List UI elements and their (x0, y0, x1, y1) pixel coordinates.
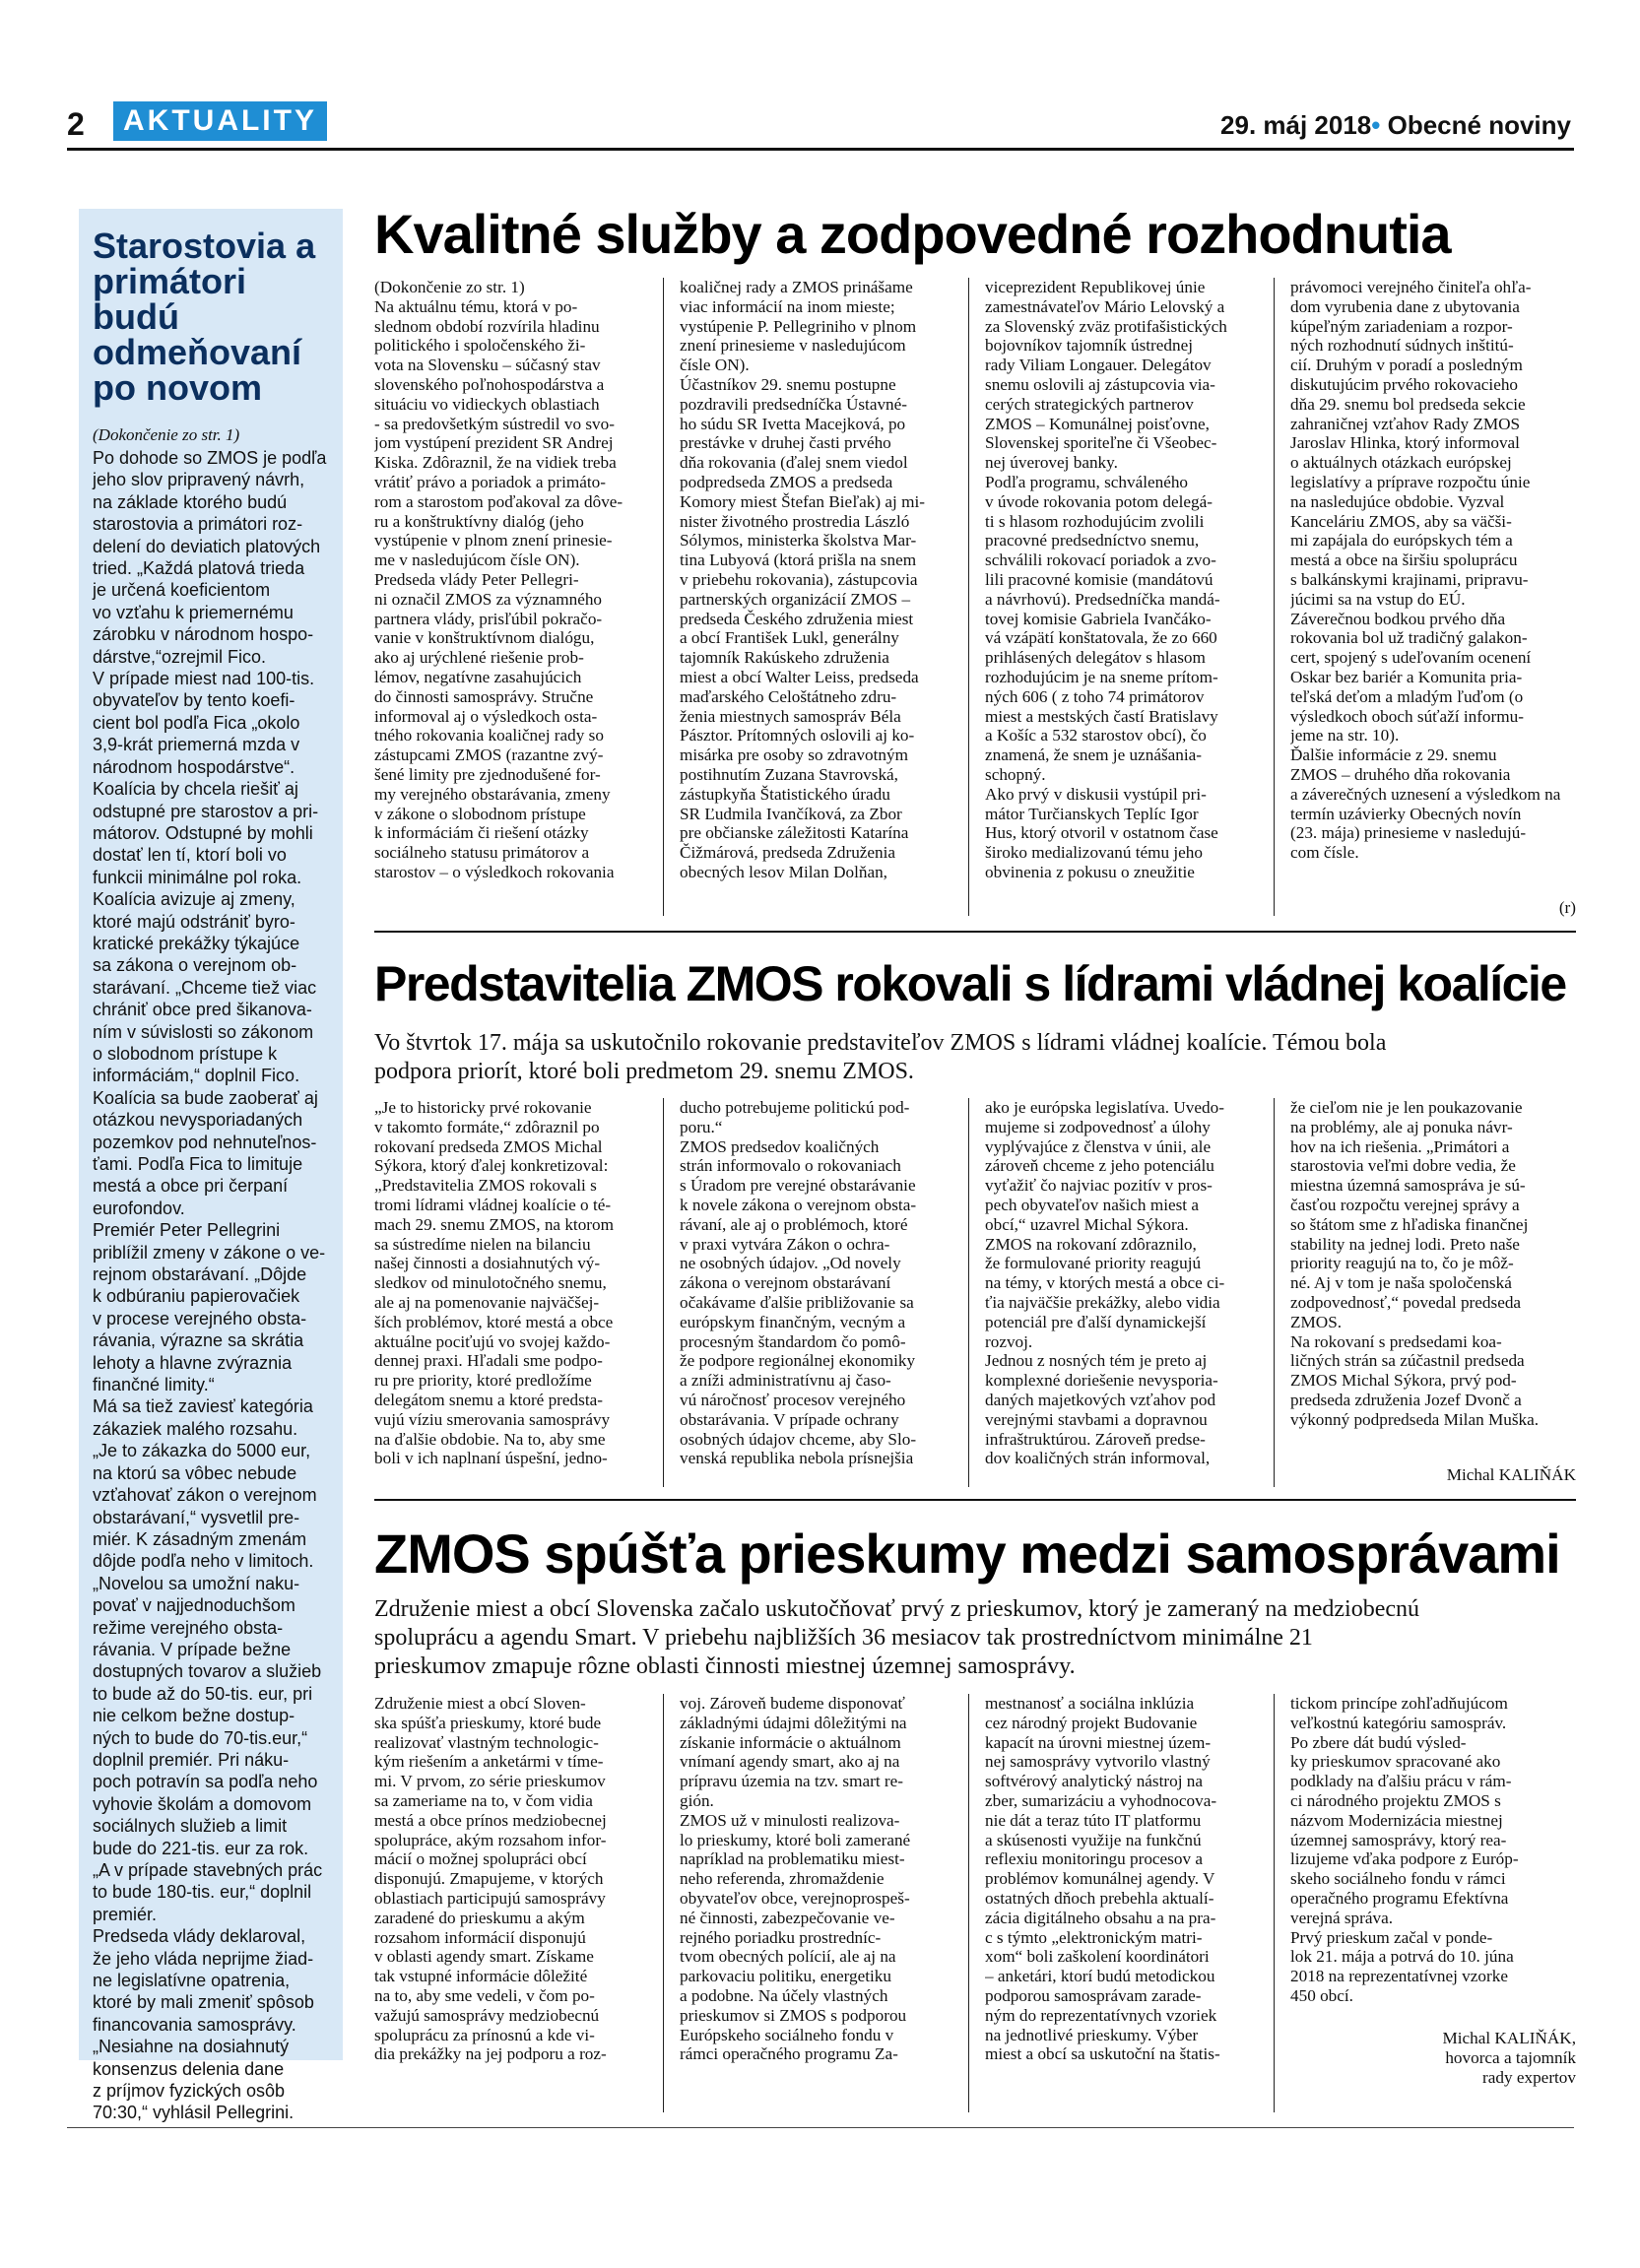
header-rule (67, 148, 1574, 151)
sidebar-body: Po dohode so ZMOS je podľa jeho slov pripravený návrh, na základe ktorého budú starostovia a primátori roz- delení do deviatich platových tried. „Každá platová trieda je určená koeficientom vo vzťahu k priemernému zárobku v národnom hospo- dárstve,“ozrejmil Fico. V prípade miest nad 100-tis. obyvateľov by tento koefi- cient bol podľa Fica „okolo 3,9-krát priemerná mzda v národnom hospodárstve“. Koalícia by chcela riešiť aj odstupné pre starostov a pri- mátorov. Odstupné by mohli dostať len tí, ktorí boli vo funkcii minimálne pol roka. Koalícia avizuje aj zmeny, ktoré majú odstrániť byro- kratické prekážky týkajúce sa zákona o verejnom ob- starávaní. „Chceme tiež viac chrániť obce pred šikanova- ním v súvislosti so zákonom o slobodnom prístupe k informáciám,“ doplnil Fico. Koalícia sa bude zaoberať aj otázkou nevysporiadaných pozemkov pod nehnuteľnos- ťami. Podľa Fica to limituje mestá a obce pri čerpaní eurofondov. Premiér Peter Pellegrini priblížil zmeny v zákone o ve- rejnom obstarávaní. „Dôjde k odbúraniu papierovačiek v procese verejného obsta- rávania, výrazne sa skrátia lehoty a hlavne zvýraznia finančné limity.“ Má sa tiež zaviesť kategória zákaziek malého rozsahu. „Je to zákazka do 5000 eur, na ktorú sa vôbec nebude vzťahovať zákon o verejnom obstarávaní,“ vysvetlil pre- miér. K zásadným zmenám dôjde podľa neho v limitoch. „Novelou sa umožní naku- povať v najjednoduchšom režime verejného obsta- rávania. V prípade bežne dostupných tovarov a služieb to bude až do 50-tis. eur, pri nie celkom bežne dostup- ných to bude do 70-tis.eur,“ doplnil premiér. Pri náku- poch potravín sa podľa neho vyhovie školám a domovom sociálnych služieb a limit bude do 221-tis. eur za rok. „A v prípade stavebných prác to bude 180-tis. eur,“ doplnil premiér. Predseda vlády deklaroval, že jeho vláda neprijme žiad- ne legislatívne opatrenia, ktoré by mali zmeniť spôsob financovania samosprávy. „Nesiahne na dosiahnutý konsenzus delenia dane z príjmov fyzických osôb 70:30,“ vyhlásil Pellegrini. (93, 448, 327, 2123)
article1-column-4: právomoci verejného činiteľa ohľa- dom vyrubenia dane z ubytovania kúpeľným zariadeniam a rozpor- ných rozhodnutí súdnych inštitú- cií. Druhým v poradí a posledným diskutujúcim prvého rokovacieho dňa 29. snemu bol predseda sekcie zahraničnej vzťahov Rady ZMOS Jaroslav Hlinka, ktorý informoval o aktuálnych otázkach európskej legislatívy a príprave rozpočtu únie na nasledujúce obdobie. Vyzval Kanceláriu ZMOS, aby sa väčši- mi zapájala do európskych tém a mestá a obce na širšiu spoluprácu s balkánskymi krajinami, pripravu- júcimi sa na vstup do EÚ. Záverečnou bodkou prvého dňa rokovania bol už tradičný galakon- cert, spojený s udeľovaním ocenení Oskar bez bariér a Komunita pria- teľská deťom a mladým ľuďom (o výsledkoch oboch súťaží informu- jeme na str. 10). Ďalšie informácie z 29. snemu ZMOS – druhého dňa rokovania a záverečných uznesení a výsledkom na termín uzávierky Obecných novín (23. mája) prinesieme v nasledujú- com čísle. (1290, 278, 1561, 863)
article-divider (374, 1499, 1576, 1501)
article2-column-1: „Je to historicky prvé rokovanie v takomto formáte,“ zdôraznil po rokovaní predseda ZMOS Michal Sýkora, ktorý ďalej konkretizoval: „Predstavitelia ZMOS rokovali s tromi lídrami vládnej koalície o té- mach 29. snemu ZMOS, na ktorom sa sústredíme nielen na bilanciu našej činnosti a dosiahnutých vý- sledkov od minulotočného snemu, ale aj na pomenovanie najväčšej- ších problémov, ktoré mestá a obce aktuálne pociťujú vo svojej každo- dennej praxi. Hľadali sme podpo- ru pre priority, ktoré predložíme delegátom snemu a ktoré predsta- vujú víziu smerovania samosprávy na ďalšie obdobie. Na to, aby sme boli v ich naplnaní úspešní, jedno- (374, 1098, 614, 1468)
column-rule (1274, 1694, 1275, 2112)
article3-signature: Michal KALIŇÁK, hovorca a tajomník rady expertov (1442, 2029, 1576, 2087)
article3-column-4: tickom princípe zohľadňujúcom veľkostnú kategóriu samospráv. Po zbere dát budú výsled- ky prieskumov spracované ako podklady na ďalšiu prácu v rám- ci národného projektu ZMOS s názvom Modernizácia miestnej územnej samosprávy, ktorý rea- lizujeme vďaka podpore z Európ- skeho sociálneho fondu v rámci operačného programu Efektívna verejná správa. Prvý prieskum začal v ponde- lok 21. mája a potrvá do 10. júna 2018 na reprezentatívnej vzorke 450 obcí. (1290, 1694, 1519, 2005)
bottom-rule (67, 2127, 1574, 2128)
column-rule (663, 1694, 664, 2112)
article1-column-2: koaličnej rady a ZMOS prinášame viac informácií na inom mieste; vystúpenie P. Pellegriniho v plnom znení prinesieme v nasledujúcom čísle ON). Účastníkov 29. snemu postupne pozdravili predsedníčka Ústavné- ho súdu SR Ivetta Macejková, po prestávke v druhej časti prvého dňa rokovania (ďalej snem viedol podpredseda ZMOS a predseda Komory miest Štefan Bieľak) aj mi- nister životného prostredia László Sólymos, ministerka školstva Mar- tina Lubyová (ktorá prišla na snem v priebehu rokovania), zástupcovia partnerských organizácií ZMOS – predseda Českého združenia miest a obcí František Lukl, generálny tajomník Rakúskeho združenia miest a obcí Walter Leiss, predseda maďarského Celoštátneho zdru- ženia miestnych samospráv Béla Pásztor. Prítomných oslovili aj ko- misárka pre osoby so zdravotným postihnutím Zuzana Stavrovská, zástupkyňa Štatistického úradu SR Ľudmila Ivančíková, za Zbor pre občianske záležitosti Katarína Čižmárová, predseda Združenia obecných lesov Milan Dolňan, (680, 278, 925, 881)
sidebar-title: Starostovia a primátori budú odmeňovaní po novom (93, 226, 316, 408)
column-rule (663, 278, 664, 916)
column-rule (1274, 1098, 1275, 1487)
article3-column-3: mestnanosť a sociálna inklúzia cez národný projekt Budovanie kapacít na úrovni miestnej územ- nej samosprávy vytvorilo vlastný softvérový analytický nástroj na zber, sumarizáciu a vyhodnocova- nie dát a teraz túto IT platformu a skúsenosti využije na funkčnú reflexiu monitoringu procesov a problémov komunálnej agendy. V ostatných dňoch prebehla aktualí- zácia digitálneho obsahu a na pra- c s týmto „elektronickým matri- xom“ boli zaškolení koordinátori – anketári, ktorí budú metodickou podporou samosprávam zarade- ným do reprezentatívnych vzoriek na jednotlivé prieskumy. Výber miest a obcí sa uskutoční na štatis- (985, 1694, 1220, 2064)
section-tag: AKTUALITY (113, 101, 327, 141)
article1-column-1: (Dokončenie zo str. 1) Na aktuálnu tému, ktorá v po- slednom období rozvírila hladinu politického i spoločenského ži- vota na Slovensku – súčasný stav slovenského poľnohospodárstva a situáciu vo vidieckych oblastiach - sa predovšetkým sústredil vo svo- jom vystúpení prezident SR Andrej Kiska. Zdôraznil, že na vidiek treba vrátiť právo a poriadok a primáto- rom a starostom poďakoval za dôve- ru a konštruktívny dialóg (jeho vystúpenie v plnom znení prinesie- me v nasledujúcom čísle ON). Predseda vlády Peter Pellegri- ni označil ZMOS za významného partnera vlády, prisľúbil pokračo- vanie v konštruktívnom dialógu, ako aj urýchlené riešenie prob- lémov, negatívne zasahujúcich do činnosti samosprávy. Stručne informoval aj o výsledkoch osta- tného rokovania koaličnej rady so zástupcami ZMOS (razantne zvý- šené limity pre zjednodušené for- my verejného obstarávania, zmeny v zákone o slobodnom prístupe k informáciám či riešení otázky sociálneho statusu primátorov a starostov – o výsledkoch rokovania (374, 278, 623, 881)
article3-lead: Združenie miest a obcí Slovenska začalo uskutočňovať prvý z prieskumov, ktorý je zameraný na medziobecnú spoluprácu a agendu Smart. V priebehu najbližších 36 mesiacov tak prostredníctvom minimálne 21 prieskumov zmapuje rôzne oblasti činnosti miestnej územnej samosprávy. (374, 1596, 1420, 1679)
sidebar-box (79, 209, 343, 2123)
article2-column-2: ducho potrebujeme politickú pod- poru.“ ZMOS predsedov koaličných strán informovalo o rokovaniach s Úradom pre verejné obstarávanie k novele zákona o verejnom obsta- rávaní, ale aj o problémoch, ktoré v praxi vytvára Zákon o ochra- ne osobných údajov. „Od novely zákona o verejnom obstarávaní očakávame ďalšie približovanie sa európskym finančným, vecným a procesným štandardom čo pomô- že podpore regionálnej ekonomiky a zníži administratívnu aj časo- vú náročnosť procesov verejného obstarávania. V prípade ochrany osobných údajov chceme, aby Slo- venská republika nebola prísnejšia (680, 1098, 917, 1468)
issue-date: 29. máj 2018 (1220, 110, 1372, 140)
publication-name: Obecné noviny (1387, 110, 1571, 140)
column-rule (968, 1694, 969, 2112)
article3-column-1: Združenie miest a obcí Sloven- ska spúšťa prieskumy, ktoré bude realizovať vlastným technologic- kým riešením a anketármi v tíme- mi. V prvom, zo série prieskumov sa zameriame na to, v čom vidia mestá a obce prínos medziobecnej spolupráce, akým rozsahom infor- mácií o možnej spolupráci obcí disponujú. Zmapujeme, v ktorých oblastiach participujú samosprávy zaradené do prieskumu a akým rozsahom informácií disponujú v oblasti agendy smart. Získame tak vstupné informácie dôležité na to, aby sme vedeli, v čom po- važujú samosprávy medziobecnú spoluprácu za prínosnú a kde vi- dia prekážky na jej podporu a roz- (374, 1694, 607, 2064)
column-rule (663, 1098, 664, 1487)
article-divider (374, 931, 1576, 933)
page-number: 2 (67, 106, 85, 142)
article2-lead: Vo štvrtok 17. mája sa uskutočnilo rokovanie predstaviteľov ZMOS s lídrami vládnej koalície. Témou bola podpora priorít, ktoré boli predmetom 29. snemu ZMOS. (374, 1030, 1387, 1084)
issue-info (1220, 110, 1571, 141)
article2-column-4: že cieľom nie je len poukazovanie na problémy, ale aj ponuka návr- hov na ich riešenia. „Primátori a starostovia veľmi dobre vedia, že miestna územná samospráva je sú- časťou rozpočtu verejnej správy a so štátom sme z hľadiska finančnej stability na jednej lodi. Preto naše priority reagujú na to, čo je môž- né. Aj v tom je naša spoločenská zodpovednosť,“ povedal predseda ZMOS. Na rokovaní s predsedami koa- ličných strán sa zúčastnil predseda ZMOS Michal Sýkora, prvý pod- predseda združenia Jozef Dvonč a výkonný podpredseda Milan Muška. (1290, 1098, 1540, 1429)
separator-dot: • (1371, 110, 1381, 140)
column-rule (968, 278, 969, 916)
article1-signature: (r) (1558, 898, 1576, 917)
column-rule (968, 1098, 969, 1487)
continuation-note: (Dokončenie zo str. 1) (93, 425, 240, 444)
article1-column-3: viceprezident Republikovej únie zamestnávateľov Mário Lelovský a za Slovenský zväz protifašistických bojovníkov tajomník ústrednej rady Viliam Longauer. Delegátov snemu oslovili aj zástupcovia via- cerých strategických partnerov ZMOS – Komunálnej poisťovne, Slovenskej sporiteľne či Všeobec- nej úverovej banky. Podľa programu, schváleného v úvode rokovania potom delegá- ti s hlasom rozhodujúcim zvolili pracovné predsedníctvo snemu, schválili rokovací poriadok a zvo- lili pracovné komisie (mandátovú a návrhovú). Predsedníčka mandá- tovej komisie Gabriela Ivančáko- vá vzápätí konštatovala, že zo 660 prihlásených delegátov s hlasom rozhodujúcim je na sneme prítom- ných 606 ( z toho 74 primátorov miest a mestských častí Bratislavy a Košíc a 532 starostov obcí), čo znamená, že snem je uznášania- schopný. Ako prvý v diskusii vystúpil pri- mátor Turčianskych Teplíc Igor Hus, ktorý otvoril v ostatnom čase široko medializovanú tému jeho obvinenia z pokusu o zneužitie (985, 278, 1227, 881)
article2-column-3: ako je európska legislatíva. Uvedo- mujeme si zodpovednosť a úlohy vyplývajúce z členstva v únii, ale zároveň chceme z jeho potenciálu vyťažiť čo najviac pozitív v pros- pech obyvateľov našich miest a obcí,“ uzavrel Michal Sýkora. ZMOS na rokovaní zdôraznilo, že formulované priority reagujú na témy, v ktorých mestá a obce ci- ťia najväčšie prekážky, alebo vidia potenciál pre ďalší dynamickejší rozvoj. Jednou z nosných tém je preto aj komplexné doriešenie nevysporia- daných majetkových vzťahov pod verejnými stavbami a dopravnou infraštruktúrou. Zároveň predse- dov koaličných strán informoval, (985, 1098, 1225, 1468)
article3-column-2: voj. Zároveň budeme disponovať základnými údajmi dôležitými na získanie informácie o aktuálnom vnímaní agendy smart, ako aj na prípravu územia na tzv. smart re- gión. ZMOS už v minulosti realizova- lo prieskumy, ktoré boli zamerané napríklad na problematiku miest- neho referenda, zhromaždenie obyvateľov obce, verejnoprospeš- né činnosti, zabezpečovanie ve- rejného poriadku prostredníc- tvom obecných polícií, ale aj na parkovaciu politiku, energetiku a podobne. Na účely vlastných prieskumov si ZMOS s podporou Európskeho sociálneho fondu v rámci operačného programu Za- (680, 1694, 911, 2064)
article1-headline: Kvalitné služby a zodpovedné rozhodnutia (374, 203, 1451, 265)
article3-headline: ZMOS spúšťa prieskumy medzi samosprávami (374, 1523, 1560, 1585)
article2-signature: Michal KALIŇÁK (1446, 1465, 1576, 1484)
article2-headline: Predstavitelia ZMOS rokovali s lídrami vládnej koalície (374, 956, 1566, 1011)
column-rule (1274, 278, 1275, 916)
